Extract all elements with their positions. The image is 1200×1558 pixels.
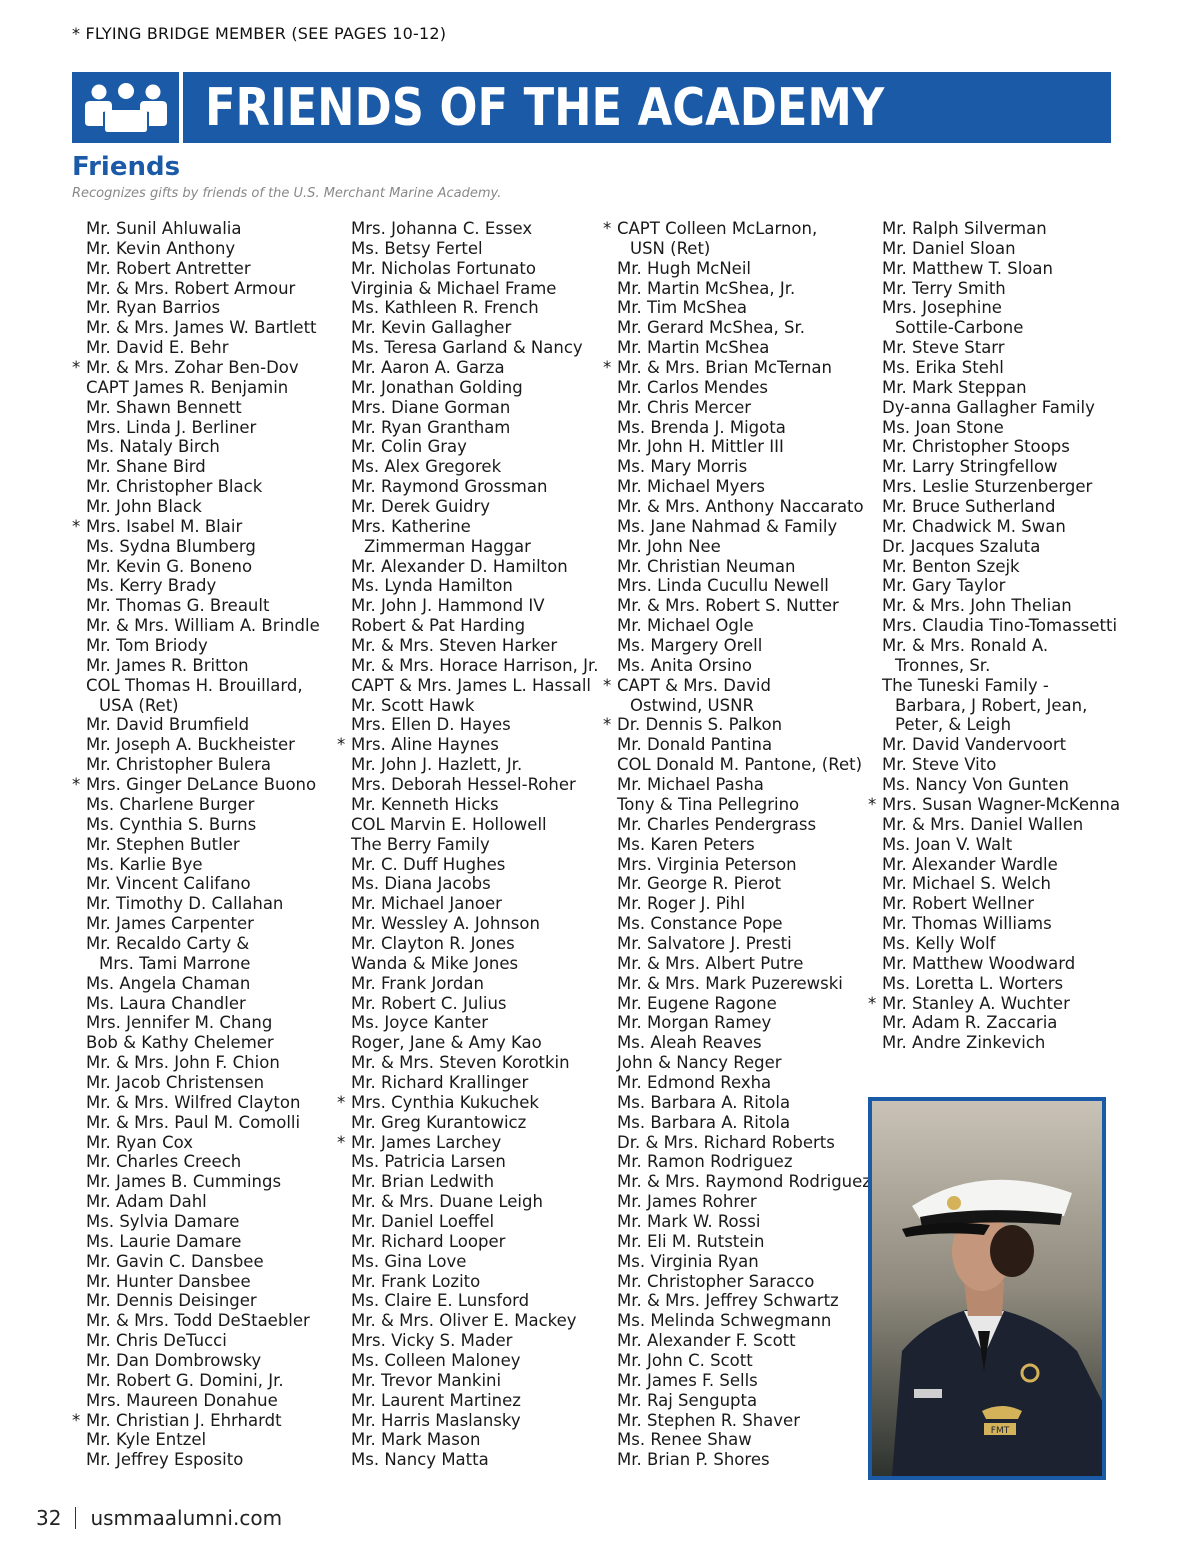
donor-name: * Mrs. Isabel M. Blair [72,517,320,537]
donor-name: Mr. Steve Starr [882,338,1005,358]
donor-name: Mr. Michael Ogle [617,616,754,636]
donor-name: Mr. Dan Dombrowsky [86,1350,262,1370]
donor-name: Mr. James B. Cummings [86,1172,282,1192]
donor-name: Mr. Stephen Butler [86,834,240,854]
donor-name: Ms. Renee Shaw [617,1430,752,1450]
donor-name: Mr. Michael Janoer [351,894,502,914]
donor-name: Mr. Scott Hawk [351,695,475,715]
people-group-icon [72,72,179,143]
donor-name: Mr. Wessley A. Johnson [351,914,540,934]
donor-name: Mr. Shane Bird [86,457,206,477]
donor-name: Ms. Kelly Wolf [882,933,996,953]
donor-name: Mr. Raymond Grossman [351,477,548,497]
donor-name: Ms. Laura Chandler [86,993,246,1013]
donor-name: Mr. John C. Scott [617,1350,753,1370]
donor-name: Mrs. Vicky S. Mader [351,1331,513,1351]
donor-name: USN (Ret) [630,238,711,258]
donor-name: Mr. John J. Hazlett, Jr. [351,755,523,775]
donor-name: Mrs. Leslie Sturzenberger [882,477,1093,497]
section-title: Friends [72,152,181,182]
donor-name: Mr. Charles Pendergrass [617,814,817,834]
donor-name: Tronnes, Sr. [895,655,991,675]
donor-name: Mr. Joseph A. Buckheister [86,735,295,755]
donor-name: Mr. Daniel Sloan [882,238,1016,258]
donor-name: Ms. Charlene Burger [86,794,255,814]
donor-name: Mr. Jacob Christensen [86,1072,265,1092]
donor-name: Ostwind, USNR [630,695,754,715]
donor-name: Mr. C. Duff Hughes [351,854,506,874]
donor-name: Mr. & Mrs. Daniel Wallen [882,814,1084,834]
donor-name: Mrs. Jennifer M. Chang [86,1013,273,1033]
donor-name: Ms. Joan V. Walt [882,834,1013,854]
donor-name: The Tuneski Family - [882,675,1049,695]
donor-name: Mr. Michael Myers [617,477,765,497]
donor-name: Mr. Martin McShea [617,338,770,358]
donor-name: Ms. Anita Orsino [617,655,752,675]
donor-name: Ms. Kerry Brady [86,576,217,596]
donor-name: Ms. Nancy Von Gunten [882,775,1069,795]
donor-name: Mr. Sunil Ahluwalia [86,219,242,238]
donor-name: Mr. Ryan Cox [86,1132,194,1152]
banner-title: FRIENDS OF THE ACADEMY [205,77,885,138]
donor-name: Ms. Cynthia S. Burns [86,814,257,834]
donor-name: Mr. Chris Mercer [617,397,751,417]
donor-name: Mr. & Mrs. Robert Armour [86,278,296,298]
donor-name: Mr. Bruce Sutherland [882,497,1056,517]
donor-name: Ms. Jane Nahmad & Family [617,516,838,536]
donor-name: Mr. Donald Pantina [617,735,773,755]
donor-name: Mr. Tom Briody [86,636,208,656]
donor-name: Mr. Harris Maslansky [351,1410,521,1430]
donor-name: * CAPT & Mrs. David [603,676,871,696]
donor-name: CAPT & Mrs. James L. Hassall [351,675,592,695]
donor-name: Mr. John H. Mittler III [617,437,784,457]
donor-name: Mr. & Mrs. Mark Puzerewski [617,973,843,993]
donor-name: Ms. Melinda Schwegmann [617,1311,832,1331]
donor-name: Mr. Larry Stringfellow [882,457,1058,477]
donor-name: Mr. Mark Steppan [882,377,1027,397]
donor-name: * Dr. Dennis S. Palkon [603,715,871,735]
donor-name: COL Donald M. Pantone, (Ret) [617,755,863,775]
donor-name: Mr. David E. Behr [86,338,229,358]
donor-name: Mr. Matthew Woodward [882,953,1076,973]
donor-name: Ms. Nancy Matta [351,1450,489,1470]
donor-name: Ms. Nataly Birch [86,437,220,457]
donor-name: Mr. & Mrs. Raymond Rodriguez [617,1172,871,1192]
donor-name: Mr. & Mrs. Ronald A. [882,636,1049,656]
donor-name: Mr. Salvatore J. Presti [617,933,792,953]
donor-name: Mr. Colin Gray [351,437,467,457]
donor-name: * Mr. & Mrs. Zohar Ben-Dov [72,358,320,378]
donor-name: * CAPT Colleen McLarnon, [603,219,871,239]
donor-name: Mr. Matthew T. Sloan [882,258,1053,278]
donor-name: Mr. Ryan Barrios [86,298,221,318]
donor-name: Mr. Steve Vito [882,755,997,775]
donor-name: Mr. Raj Sengupta [617,1390,758,1410]
donor-name: USA (Ret) [99,695,179,715]
donor-name: Dr. & Mrs. Richard Roberts [617,1132,835,1152]
donor-name: Mr. Richard Krallinger [351,1072,529,1092]
donor-name: Mr. Thomas G. Breault [86,596,270,616]
donor-name: * Mrs. Susan Wagner-McKenna [868,795,1120,815]
donor-name: Ms. Constance Pope [617,914,783,934]
donor-name: Barbara, J Robert, Jean, [895,695,1088,715]
donor-name: Mr. Derek Guidry [351,497,491,517]
donor-name: Mr. Robert Wellner [882,894,1034,914]
donor-name: Ms. Mary Morris [617,457,748,477]
donor-name: Mr. Hugh McNeil [617,258,752,278]
donor-name: Ms. Angela Chaman [86,973,251,993]
donor-name: Mr. Timothy D. Callahan [86,894,284,914]
donor-name: * Mrs. Ginger DeLance Buono [72,775,320,795]
donor-name: COL Thomas H. Brouillard, [86,675,303,695]
name-plate-text: FMT [990,1426,1010,1436]
donor-name: Mr. & Mrs. Robert S. Nutter [617,596,839,616]
donor-name: Mr. & Mrs. Horace Harrison, Jr. [351,655,599,675]
donor-name: Ms. Aleah Reaves [617,1033,762,1053]
donor-name: Ms. Karen Peters [617,834,755,854]
donor-name: Ms. Alex Gregorek [351,457,502,477]
donor-name: Ms. Claire E. Lunsford [351,1291,530,1311]
donor-name: Ms. Joyce Kanter [351,1013,489,1033]
donor-name: Mr. James Rohrer [617,1192,757,1212]
cadet-photo [868,1097,1106,1480]
donor-name: Mr. Chadwick M. Swan [882,516,1066,536]
donor-name: Ms. Lynda Hamilton [351,576,513,596]
donor-name: Virginia & Michael Frame [351,278,557,298]
donor-name: Mr. Clayton R. Jones [351,933,515,953]
donor-name: Mrs. Tami Marrone [99,953,251,973]
donor-name: Mr. Frank Jordan [351,973,484,993]
donor-name: Mr. Hunter Dansbee [86,1271,251,1291]
donor-name: Ms. Teresa Garland & Nancy [351,338,583,358]
donor-name: Mr. & Mrs. John Thelian [882,596,1072,616]
donor-name: Ms. Barbara A. Ritola [617,1112,791,1132]
donor-name: Mr. Greg Kurantowicz [351,1112,527,1132]
donor-name: Mr. Martin McShea, Jr. [617,278,796,298]
donor-name: Ms. Patricia Larsen [351,1152,506,1172]
donor-name: Mr. & Mrs. Todd DeStaebler [86,1311,310,1331]
donor-name: Mrs. Josephine [882,298,1002,318]
donor-name: Ms. Margery Orell [617,636,763,656]
donor-name: * Mr. & Mrs. Brian McTernan [603,358,871,378]
donor-name: Mr. John Black [86,497,202,517]
donor-name: Mrs. Katherine [351,516,471,536]
donor-name: Robert & Pat Harding [351,616,526,636]
donor-name: Mr. Charles Creech [86,1152,242,1172]
donor-name: Mr. John J. Hammond IV [351,596,545,616]
donor-name: Mr. & Mrs. Steven Korotkin [351,1053,570,1073]
donor-name: Mr. Jonathan Golding [351,377,523,397]
donor-name: Mr. David Brumfield [86,715,250,735]
donor-name: Ms. Sydna Blumberg [86,536,256,556]
donor-name: * Mr. Christian J. Ehrhardt [72,1411,320,1431]
donor-name: Tony & Tina Pellegrino [617,794,800,814]
donor-name: Mr. Robert Antretter [86,258,251,278]
donor-name: Mr. Tim McShea [617,298,747,318]
donor-name: Mr. Kevin G. Boneno [86,556,253,576]
donor-name: * Mr. Stanley A. Wuchter [868,994,1120,1014]
donor-name: Mr. Robert C. Julius [351,993,507,1013]
donor-name: Ms. Laurie Damare [86,1231,242,1251]
donor-name: Mr. & Mrs. John F. Chion [86,1053,280,1073]
donor-name: Mr. & Mrs. Duane Leigh [351,1192,543,1212]
donor-name: Mr. Alexander D. Hamilton [351,556,568,576]
donor-name: Mr. Gavin C. Dansbee [86,1251,264,1271]
donor-name: Dy-anna Gallagher Family [882,397,1095,417]
donor-name: Mr. Michael S. Welch [882,874,1052,894]
donor-name: Mr. Christopher Saracco [617,1271,815,1291]
donor-name: Mrs. Linda Cucullu Newell [617,576,829,596]
donor-name: The Berry Family [351,834,490,854]
donor-name: Mr. & Mrs. William A. Brindle [86,616,320,636]
donor-name: COL Marvin E. Hollowell [351,814,547,834]
flying-bridge-note: * FLYING BRIDGE MEMBER (SEE PAGES 10-12) [72,24,447,43]
donor-name: Mr. Nicholas Fortunato [351,258,536,278]
donor-name: Mr. Kyle Entzel [86,1430,207,1450]
donor-name: Mr. & Mrs. Albert Putre [617,953,804,973]
donor-name: Mr. Eli M. Rutstein [617,1231,765,1251]
donor-name: Mr. Mark Mason [351,1430,481,1450]
donor-name: Mr. Daniel Loeffel [351,1211,495,1231]
donor-name: Mr. Alexander F. Scott [617,1331,796,1351]
donor-name: Mr. Carlos Mendes [617,377,768,397]
donor-name: Mrs. Claudia Tino-Tomassetti [882,616,1118,636]
donor-name: Mr. Christopher Bulera [86,755,272,775]
donor-name: Mr. Ralph Silverman [882,219,1047,238]
donor-name: Mr. Christopher Black [86,477,263,497]
donor-name: Sottile-Carbone [895,318,1024,338]
donor-name: * Mrs. Aline Haynes [337,735,598,755]
donor-name: Mr. & Mrs. Steven Harker [351,636,558,656]
donor-name: Mr. Jeffrey Esposito [86,1450,244,1470]
donor-name: Mr. Frank Lozito [351,1271,481,1291]
name-column-3 [603,219,871,1470]
donor-name: Mrs. Johanna C. Essex [351,219,533,238]
page-number: 32 [36,1506,62,1530]
donor-name: Ms. Gina Love [351,1251,467,1271]
donor-name: Mr. Laurent Martinez [351,1390,521,1410]
donor-name: Mr. James F. Sells [617,1370,758,1390]
footer-site: usmmaalumni.com [90,1506,283,1530]
donor-name: Mr. John Nee [617,536,721,556]
donor-name: Mr. Gary Taylor [882,576,1006,596]
donor-name: Mr. Christian Neuman [617,556,796,576]
donor-name: Mr. & Mrs. James W. Bartlett [86,318,317,338]
name-column-2 [337,219,598,1470]
donor-name: Dr. Jacques Szaluta [882,536,1041,556]
donor-name: Mr. Dennis Deisinger [86,1291,257,1311]
donor-name: Ms. Karlie Bye [86,854,203,874]
donor-name: Mr. Shawn Bennett [86,397,242,417]
donor-name: Mrs. Deborah Hessel-Roher [351,775,576,795]
donor-name: Mr. Morgan Ramey [617,1013,772,1033]
donor-name: Ms. Brenda J. Migota [617,417,786,437]
donor-name: Mr. Eugene Ragone [617,993,777,1013]
donor-name: Wanda & Mike Jones [351,953,519,973]
donor-name: Mr. Adam R. Zaccaria [882,1013,1058,1033]
donor-name: Mr. Trevor Mankini [351,1370,502,1390]
donor-name: Mrs. Virginia Peterson [617,854,797,874]
donor-name: Mr. Recaldo Carty & [86,933,250,953]
donor-name: Peter, & Leigh [895,715,1012,735]
donor-name: Mr. Richard Looper [351,1231,506,1251]
donor-name: Mr. Brian P. Shores [617,1450,770,1470]
name-column-4 [868,219,1120,1053]
donor-name: Mr. Vincent Califano [86,874,251,894]
donor-name: Ms. Erika Stehl [882,358,1004,378]
donor-name: Mr. Robert G. Domini, Jr. [86,1370,284,1390]
donor-name: Mr. & Mrs. Jeffrey Schwartz [617,1291,839,1311]
donor-name: CAPT James R. Benjamin [86,377,289,397]
donor-name: * Mr. James Larchey [337,1133,598,1153]
donor-name: Ms. Kathleen R. French [351,298,539,318]
donor-name: Mr. Benton Szejk [882,556,1020,576]
donor-name: Mr. Stephen R. Shaver [617,1410,800,1430]
page-footer [36,1506,282,1530]
donor-name: Mr. Roger J. Pihl [617,894,746,914]
donor-name: Mr. James Carpenter [86,914,254,934]
donor-name: Mr. & Mrs. Anthony Naccarato [617,497,864,517]
donor-name: Mr. David Vandervoort [882,735,1067,755]
donor-name: Mr. Brian Ledwith [351,1172,495,1192]
donor-name: Mr. & Mrs. Oliver E. Mackey [351,1311,577,1331]
donor-name: John & Nancy Reger [617,1053,782,1073]
donor-name: Mrs. Diane Gorman [351,397,511,417]
donor-name: Mr. George R. Pierot [617,874,782,894]
donor-name: Mr. Kevin Gallagher [351,318,512,338]
donor-name: Mrs. Ellen D. Hayes [351,715,511,735]
donor-name: Mr. Michael Pasha [617,775,764,795]
donor-name: Mr. Mark W. Rossi [617,1211,761,1231]
donor-name: Mr. Kenneth Hicks [351,794,499,814]
donor-name: Mr. Ramon Rodriguez [617,1152,793,1172]
donor-name: Zimmerman Haggar [364,536,531,556]
donor-name: Ms. Sylvia Damare [86,1211,240,1231]
donor-name: Mrs. Linda J. Berliner [86,417,257,437]
section-banner [72,72,1111,143]
donor-name: * Mrs. Cynthia Kukuchek [337,1093,598,1113]
donor-name: Mr. & Mrs. Paul M. Comolli [86,1112,301,1132]
donor-name: Roger, Jane & Amy Kao [351,1033,542,1053]
donor-name: Mr. Edmond Rexha [617,1072,772,1092]
donor-name: Ms. Loretta L. Worters [882,973,1064,993]
donor-name: Ms. Diana Jacobs [351,874,491,894]
banner-divider [179,72,183,143]
donor-name: Mr. Chris DeTucci [86,1331,227,1351]
donor-name: Mrs. Maureen Donahue [86,1390,278,1410]
donor-name: Ms. Colleen Maloney [351,1350,521,1370]
donor-name: Mr. Alexander Wardle [882,854,1058,874]
donor-name: Mr. Aaron A. Garza [351,358,505,378]
donor-name: Mr. Thomas Williams [882,914,1052,934]
name-column-1 [72,219,320,1470]
donor-name: Ms. Joan Stone [882,417,1004,437]
donor-name: Bob & Kathy Chelemer [86,1033,274,1053]
donor-name: Mr. Gerard McShea, Sr. [617,318,806,338]
donor-name: Mr. Ryan Grantham [351,417,511,437]
donor-name: Mr. James R. Britton [86,655,249,675]
donor-name: Ms. Barbara A. Ritola [617,1092,791,1112]
donor-name: Mr. & Mrs. Wilfred Clayton [86,1092,301,1112]
footer-divider [75,1507,76,1529]
donor-name: Ms. Virginia Ryan [617,1251,759,1271]
donor-name: Mr. Terry Smith [882,278,1006,298]
donor-name: Mr. Kevin Anthony [86,238,236,258]
donor-name: Ms. Betsy Fertel [351,238,483,258]
section-subtitle: Recognizes gifts by friends of the U.S. Merchant Marine Academy. [72,186,502,201]
donor-name: Mr. Adam Dahl [86,1192,207,1212]
donor-name: Mr. Christopher Stoops [882,437,1070,457]
donor-name: Mr. Andre Zinkevich [882,1033,1046,1053]
